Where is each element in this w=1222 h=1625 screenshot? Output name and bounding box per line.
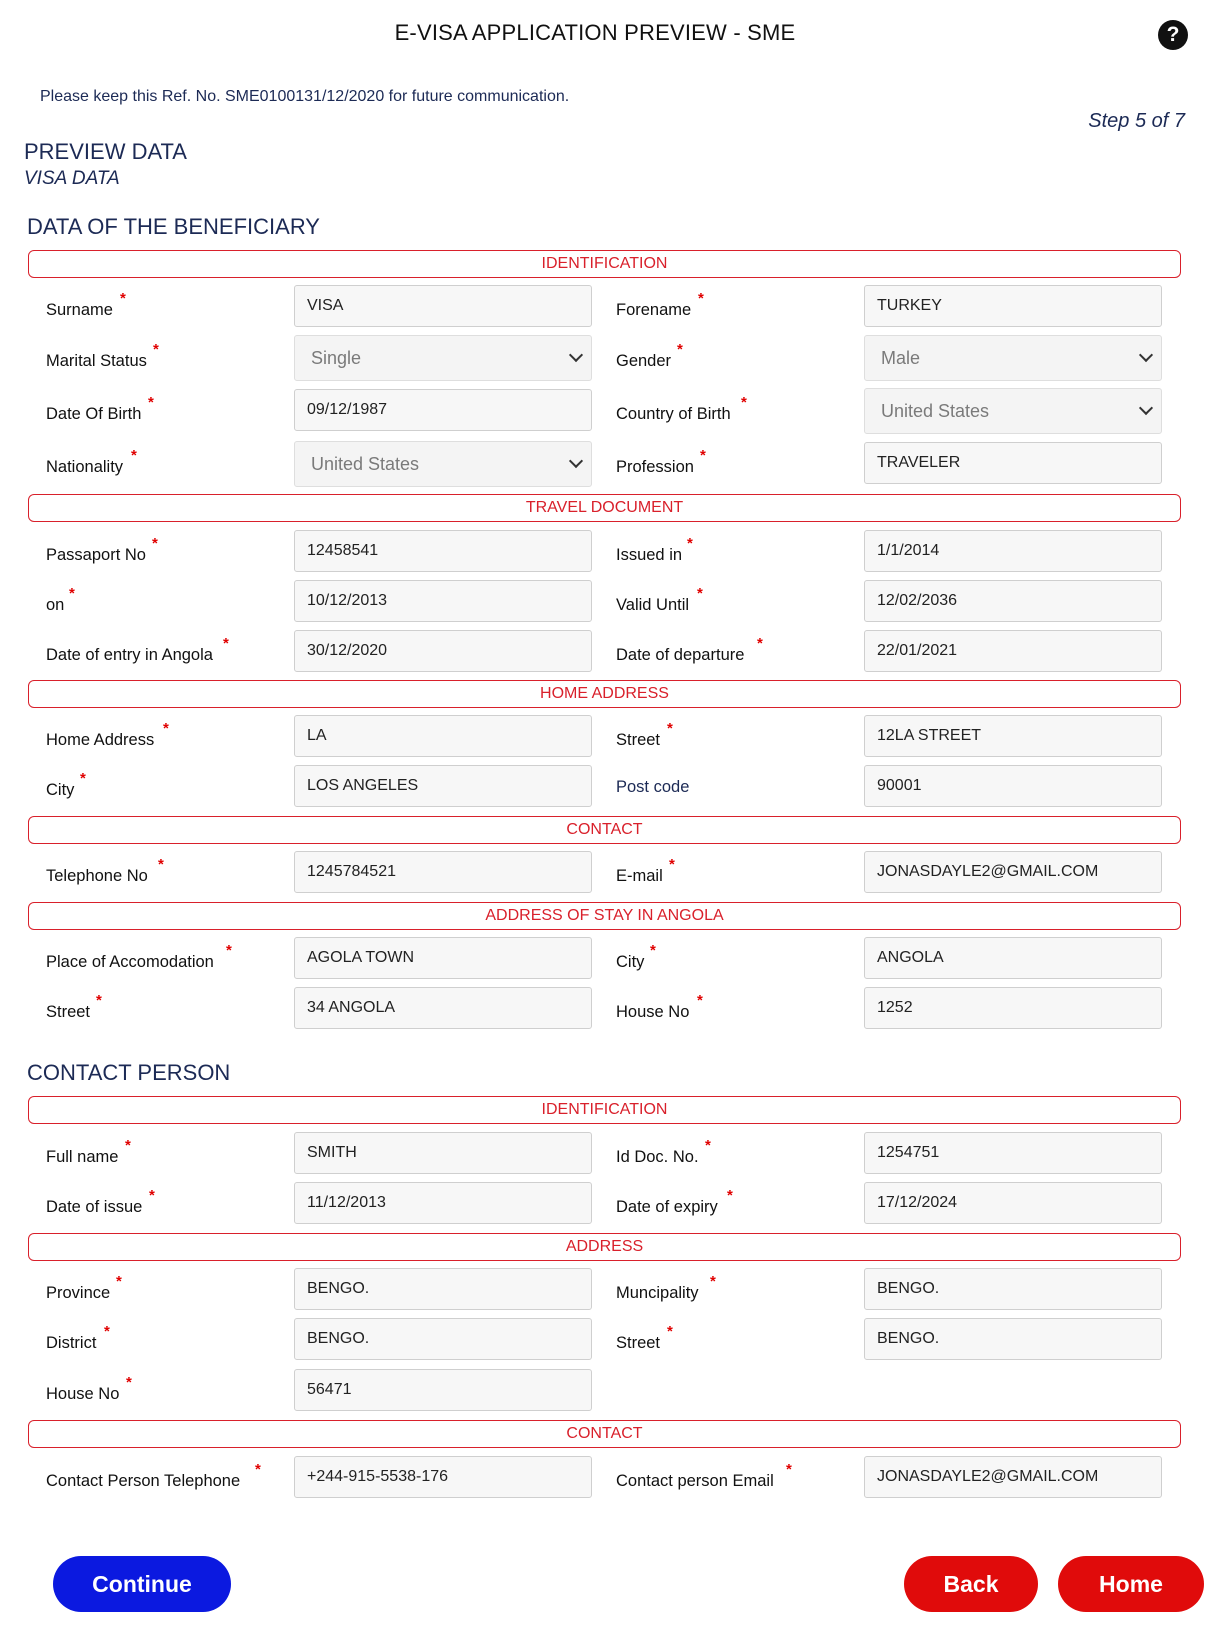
surname-field[interactable]: VISA xyxy=(294,285,592,327)
required-marker: * xyxy=(148,394,154,411)
required-marker: * xyxy=(149,1187,155,1204)
issued-in-label: Issued in xyxy=(616,546,683,564)
required-marker: * xyxy=(667,720,673,737)
telephone-field[interactable]: 1245784521 xyxy=(294,851,592,893)
stay-house-no-field[interactable]: 1252 xyxy=(864,987,1162,1029)
accommodation-label: Place of Accomodation xyxy=(46,953,214,971)
preview-title: PREVIEW DATA xyxy=(24,139,187,164)
home-street-label: Street xyxy=(616,731,661,749)
required-marker: * xyxy=(131,447,137,464)
required-marker: * xyxy=(697,585,703,602)
province-field[interactable]: BENGO. xyxy=(294,1268,592,1310)
valid-until-field[interactable]: 12/02/2036 xyxy=(864,580,1162,622)
profession-field[interactable]: TRAVELER xyxy=(864,442,1162,484)
required-marker: * xyxy=(69,585,75,602)
required-marker: * xyxy=(697,992,703,1009)
email-label: E-mail xyxy=(616,867,663,885)
district-field[interactable]: BENGO. xyxy=(294,1318,592,1360)
required-marker: * xyxy=(677,341,683,358)
contact-street-label: Street xyxy=(616,1334,661,1352)
stay-address-header: ADDRESS OF STAY IN ANGOLA xyxy=(28,902,1181,930)
required-marker: * xyxy=(153,341,159,358)
required-marker: * xyxy=(104,1323,110,1340)
district-label: District xyxy=(46,1334,97,1352)
home-city-label: City xyxy=(46,781,75,799)
contact-street-field[interactable]: BENGO. xyxy=(864,1318,1162,1360)
marital-status-value: Single xyxy=(311,348,362,368)
required-marker: * xyxy=(727,1187,733,1204)
continue-button[interactable]: Continue xyxy=(53,1556,231,1612)
contact-person-identification-header: IDENTIFICATION xyxy=(28,1096,1181,1124)
home-street-field[interactable]: 12LA STREET xyxy=(864,715,1162,757)
nationality-label: Nationality xyxy=(46,458,124,476)
passport-no-field[interactable]: 12458541 xyxy=(294,530,592,572)
forename-label: Forename xyxy=(616,301,692,319)
required-marker: * xyxy=(125,1137,131,1154)
dob-label: Date Of Birth xyxy=(46,405,142,423)
stay-street-field[interactable]: 34 ANGOLA xyxy=(294,987,592,1029)
beneficiary-identification-header: IDENTIFICATION xyxy=(28,250,1181,278)
required-marker: * xyxy=(255,1461,261,1478)
entry-date-label: Date of entry in Angola xyxy=(46,646,213,664)
contact-house-no-label: House No xyxy=(46,1385,120,1403)
gender-label: Gender xyxy=(616,352,672,370)
post-code-field[interactable]: 90001 xyxy=(864,765,1162,807)
full-name-label: Full name xyxy=(46,1148,119,1166)
chevron-down-icon xyxy=(1139,348,1153,362)
back-button[interactable]: Back xyxy=(904,1556,1038,1612)
passport-no-label: Passaport No xyxy=(46,546,146,564)
nationality-value: United States xyxy=(311,454,420,474)
full-name-field[interactable]: SMITH xyxy=(294,1132,592,1174)
home-address-label: Home Address xyxy=(46,731,155,749)
required-marker: * xyxy=(96,992,102,1009)
required-marker: * xyxy=(126,1374,132,1391)
required-marker: * xyxy=(152,535,158,552)
id-doc-no-label: Id Doc. No. xyxy=(616,1148,699,1166)
beneficiary-section-title: DATA OF THE BENEFICIARY xyxy=(27,214,320,239)
country-of-birth-value: United States xyxy=(881,401,990,421)
surname-label: Surname xyxy=(46,301,113,319)
page-title: E-VISA APPLICATION PREVIEW - SME xyxy=(394,20,796,45)
marital-status-select[interactable] xyxy=(294,335,592,381)
entry-date-field[interactable]: 30/12/2020 xyxy=(294,630,592,672)
required-marker: * xyxy=(705,1137,711,1154)
valid-until-label: Valid Until xyxy=(616,596,690,614)
chevron-down-icon xyxy=(569,454,583,468)
contact-telephone-label: Contact Person Telephone xyxy=(46,1472,241,1490)
travel-document-header: TRAVEL DOCUMENT xyxy=(28,494,1181,522)
contact-email-label: Contact person Email xyxy=(616,1472,774,1490)
required-marker: * xyxy=(667,1323,673,1340)
required-marker: * xyxy=(757,635,763,652)
required-marker: * xyxy=(700,447,706,464)
chevron-down-icon xyxy=(1139,401,1153,415)
departure-date-field[interactable]: 22/01/2021 xyxy=(864,630,1162,672)
stay-city-label: City xyxy=(616,953,645,971)
stay-house-no-label: House No xyxy=(616,1003,690,1021)
required-marker: * xyxy=(223,635,229,652)
chevron-down-icon xyxy=(569,348,583,362)
country-of-birth-select[interactable] xyxy=(864,388,1162,434)
email-field[interactable]: JONASDAYLE2@GMAIL.COM xyxy=(864,851,1162,893)
preview-subtitle: VISA DATA xyxy=(24,168,120,189)
dob-field[interactable]: 09/12/1987 xyxy=(294,389,592,431)
required-marker: * xyxy=(158,856,164,873)
help-icon[interactable]: ? xyxy=(1158,20,1188,50)
home-address-field[interactable]: LA xyxy=(294,715,592,757)
step-indicator: Step 5 of 7 xyxy=(1088,110,1185,132)
required-marker: * xyxy=(120,290,126,307)
issued-in-field[interactable]: 1/1/2014 xyxy=(864,530,1162,572)
province-label: Province xyxy=(46,1284,111,1302)
required-marker: * xyxy=(226,942,232,959)
home-button[interactable]: Home xyxy=(1058,1556,1204,1612)
post-code-label: Post code xyxy=(616,778,690,796)
telephone-label: Telephone No xyxy=(46,867,148,885)
required-marker: * xyxy=(669,856,675,873)
date-of-issue-field[interactable]: 11/12/2013 xyxy=(294,1182,592,1224)
contact-email-field[interactable]: JONASDAYLE2@GMAIL.COM xyxy=(864,1456,1162,1498)
contact-person-address-header: ADDRESS xyxy=(28,1233,1181,1261)
required-marker: * xyxy=(80,770,86,787)
accommodation-field[interactable]: AGOLA TOWN xyxy=(294,937,592,979)
municipality-field[interactable]: BENGO. xyxy=(864,1268,1162,1310)
home-address-header: HOME ADDRESS xyxy=(28,680,1181,708)
stay-city-field[interactable]: ANGOLA xyxy=(864,937,1162,979)
beneficiary-contact-header: CONTACT xyxy=(28,816,1181,844)
marital-status-label: Marital Status xyxy=(46,352,147,370)
required-marker: * xyxy=(687,535,693,552)
contact-telephone-field[interactable]: +244-915-5538-176 xyxy=(294,1456,592,1498)
profession-label: Profession xyxy=(616,458,694,476)
required-marker: * xyxy=(116,1273,122,1290)
issue-date-field[interactable]: 10/12/2013 xyxy=(294,580,592,622)
contact-house-no-field[interactable]: 56471 xyxy=(294,1369,592,1411)
stay-street-label: Street xyxy=(46,1003,91,1021)
departure-date-label: Date of departure xyxy=(616,646,745,664)
issue-date-label: on xyxy=(46,596,65,614)
reference-note: Please keep this Ref. No. SME0100131/12/2020 for future communication. xyxy=(40,88,570,105)
country-of-birth-label: Country of Birth xyxy=(616,405,731,423)
id-doc-no-field[interactable]: 1254751 xyxy=(864,1132,1162,1174)
contact-person-contact-header: CONTACT xyxy=(28,1420,1181,1448)
contact-person-section-title: CONTACT PERSON xyxy=(27,1060,231,1085)
home-city-field[interactable]: LOS ANGELES xyxy=(294,765,592,807)
required-marker: * xyxy=(650,942,656,959)
municipality-label: Muncipality xyxy=(616,1284,699,1302)
date-of-expiry-field[interactable]: 17/12/2024 xyxy=(864,1182,1162,1224)
required-marker: * xyxy=(786,1461,792,1478)
required-marker: * xyxy=(698,290,704,307)
nationality-select[interactable] xyxy=(294,441,592,487)
gender-value: Male xyxy=(881,348,921,368)
required-marker: * xyxy=(163,720,169,737)
required-marker: * xyxy=(741,394,747,411)
date-of-issue-label: Date of issue xyxy=(46,1198,143,1216)
required-marker: * xyxy=(710,1273,716,1290)
gender-select[interactable] xyxy=(864,335,1162,381)
date-of-expiry-label: Date of expiry xyxy=(616,1198,718,1216)
forename-field[interactable]: TURKEY xyxy=(864,285,1162,327)
